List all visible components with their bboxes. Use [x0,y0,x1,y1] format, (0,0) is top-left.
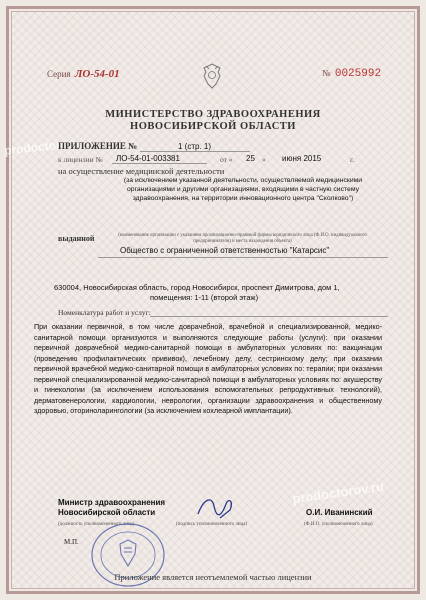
signatory-position-line1: Министр здравоохранения [58,498,166,507]
signatory-name: О.И. Иванинский [306,508,373,517]
license-label: к лицензии № [58,155,103,164]
appendix-underline [140,151,250,152]
address-line2: помещения: 1-11 (второй этаж) [150,293,259,302]
date-day: 25 [246,154,255,163]
nomenclature-underline [150,316,388,317]
handwritten-signature [190,492,240,526]
watermark-top: prodoctorov [3,136,76,158]
series-value: ЛО-54-01 [74,68,120,80]
number-field [322,68,381,80]
license-underline [112,163,207,164]
date-year-suffix: г. [350,155,355,164]
date-close: » [262,155,266,164]
organization-name: Общество с ограниченной ответственностью "Катарсис" [120,246,330,255]
org-underline [98,257,388,258]
date-month-year: июня 2015 [282,154,322,163]
series-field [47,68,120,80]
nomenclature-label: Номенклатура работ и услуг: [58,308,151,317]
date-from: от « [220,155,233,164]
issued-label: выданной [58,234,95,243]
signatory-position-line2: Новосибирской области [58,508,156,517]
name-hint: (Ф.И.О. уполномоченного лица) [304,522,373,527]
activity-label: на осуществление медицинской деятельности [58,166,225,176]
ministry-title-line2: НОВОСИБИРСКОЙ ОБЛАСТИ [130,121,296,132]
signature-hint: (подпись уполномоченного лица) [176,522,248,527]
footer-note: Приложение является неотъемлемой частью лицензии [114,572,312,582]
services-text: При оказании первичной, в том числе доврачебной, врачебной и специализированной, медико-санитарной помощи организуются и выполняются следующие работы (услуги): при оказании первичной доврачебной медико-санитарной помощи в амбулаторных условиях по: вакцинации (проведению профилактических прививок), лечебному делу, сестринскому делу; при оказании первичной врачебной медико-санитарной помощи в амбулаторных условиях по: терапии; при оказании первичной специализированной медико-санитарной помощи в амбулаторных условиях по: акушерству и гинекологии (за исключением использования вспомогательных репродуктивных технологий), дерматовенерологии, кардиологии, неврологии, организации здравоохранения и общественному здоровью, оториноларингологии (за исключением кохлеарной имплантации). [34,322,382,415]
issued-hint: (наименование организации с указанием организационно-правовой формы юридического лица (Ф.И.О. индивидуального предпринимателя) и места нахождения объекта) [118,233,367,244]
address-line1: 630004, Новосибирская область, город Новосибирск, проспект Димитрова, дом 1, [54,283,340,292]
appendix-label: ПРИЛОЖЕНИЕ № [58,141,138,151]
appendix-page: 1 (стр. 1) [178,142,212,151]
seal-place-label: М.П. [64,538,79,546]
ministry-title-line1: МИНИСТЕРСТВО ЗДРАВООХРАНЕНИЯ [105,109,321,120]
activity-note: (за исключением указанной деятельности, осуществляемой медицинскими организациями и другими организациями, входящими в частную систему здравоохранения, на территории инновационного центра "Сколково") [123,177,363,202]
position-hint: (должность уполномоченного лица) [58,522,135,527]
coat-of-arms-icon [200,62,224,90]
number-label: № [322,68,331,78]
number-value: 0025992 [334,68,382,80]
series-label: Серия [47,69,71,79]
license-number: ЛО-54-01-003381 [116,154,180,163]
watermark-bottom: prodoctorov.ru [291,478,385,507]
